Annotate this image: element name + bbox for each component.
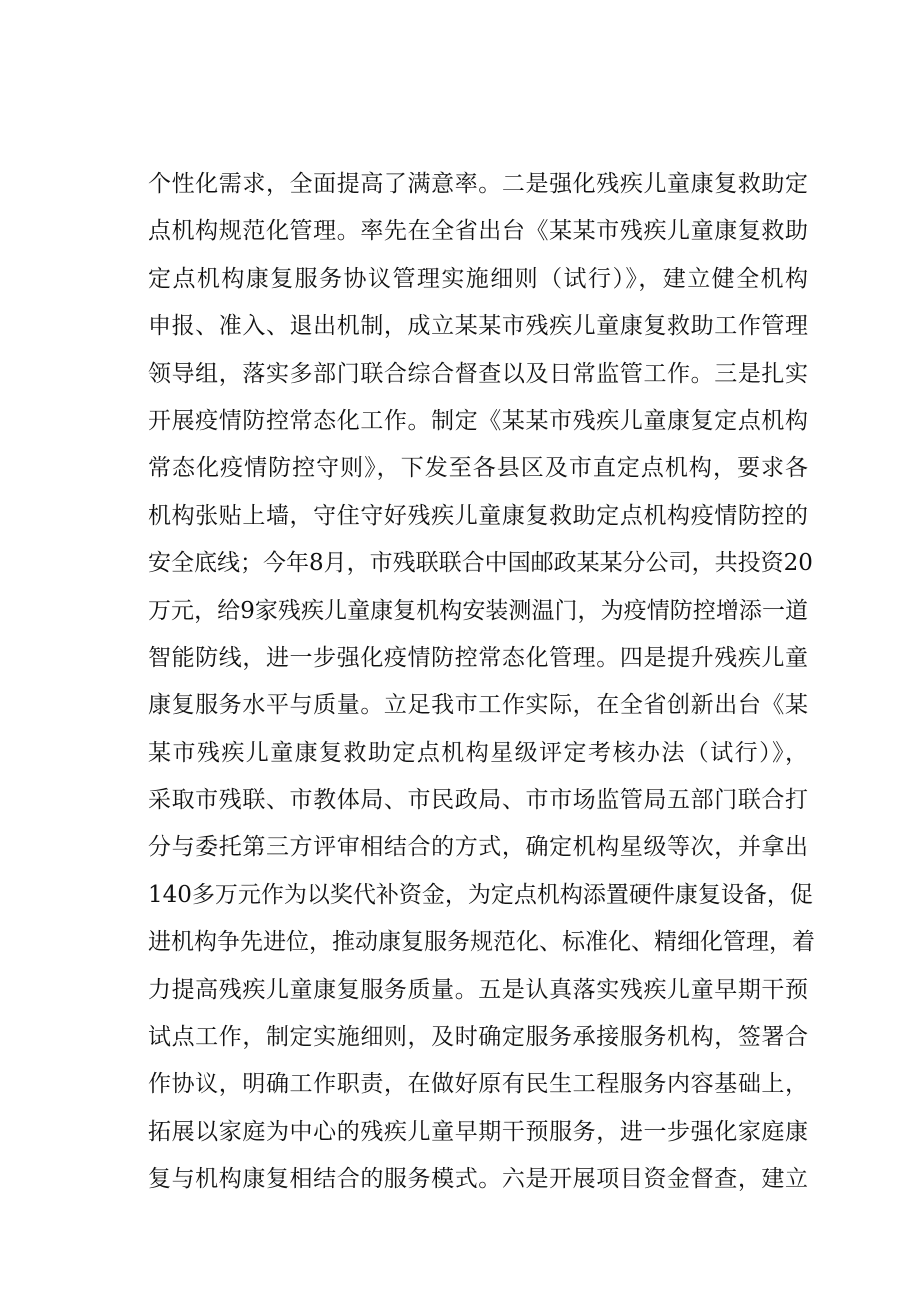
text-line: 常态化疫情防控守则》，下发至各县区及市直定点机构，要求各 bbox=[148, 455, 808, 482]
text-line: 进机构争先进位，推动康复服务规范化、标准化、精细化管理，着 bbox=[148, 929, 815, 956]
text-line: 采取市残联、市教体局、市民政局、市市场监管局五部门联合打 bbox=[148, 787, 808, 814]
text-line: 智能防线，进一步强化疫情防控常态化管理。四是提升残疾儿童 bbox=[148, 644, 808, 671]
text-line: 某市残疾儿童康复救助定点机构星级评定考核办法（试行）》， bbox=[148, 739, 808, 766]
text-line: 领导组，落实多部门联合综合督查以及日常监管工作。三是扎实 bbox=[148, 360, 808, 387]
body-paragraph bbox=[148, 161, 815, 1204]
text-line: 万元，给9家残疾儿童康复机构安装测温门，为疫情防控增添一道 bbox=[148, 597, 808, 624]
text-line: 分与委托第三方评审相结合的方式，确定机构星级等次，并拿出 bbox=[148, 834, 808, 861]
text-line: 申报、准入、退出机制，成立某某市残疾儿童康复救助工作管理 bbox=[148, 313, 808, 340]
text-line: 机构张贴上墙，守住守好残疾儿童康复救助定点机构疫情防控的 bbox=[148, 502, 808, 529]
text-line: 定点机构康复服务协议管理实施细则（试行）》，建立健全机构 bbox=[148, 265, 808, 292]
text-line: 复与机构康复相结合的服务模式。六是开展项目资金督查，建立 bbox=[148, 1166, 808, 1193]
text-line: 开展疫情防控常态化工作。制定《某某市残疾儿童康复定点机构 bbox=[148, 407, 808, 434]
text-line: 康复服务水平与质量。立足我市工作实际，在全省创新出台《某 bbox=[148, 692, 808, 719]
text-line: 点机构规范化管理。率先在全省出台《某某市残疾儿童康复救助 bbox=[148, 218, 808, 245]
text-line: 安全底线；今年8月，市残联联合中国邮政某某分公司，共投资20 bbox=[148, 550, 813, 577]
text-line: 力提高残疾儿童康复服务质量。五是认真落实残疾儿童早期干预 bbox=[148, 976, 808, 1003]
text-line: 作协议，明确工作职责，在做好原有民生工程服务内容基础上， bbox=[148, 1071, 808, 1098]
text-line: 试点工作，制定实施细则，及时确定服务承接服务机构，签署合 bbox=[148, 1024, 808, 1051]
text-line: 140多万元作为以奖代补资金，为定点机构添置硬件康复设备，促 bbox=[148, 881, 813, 908]
text-line: 个性化需求，全面提高了满意率。二是强化残疾儿童康复救助定 bbox=[148, 171, 808, 197]
text-line: 拓展以家庭为中心的残疾儿童早期干预服务，进一步强化家庭康 bbox=[148, 1118, 808, 1145]
